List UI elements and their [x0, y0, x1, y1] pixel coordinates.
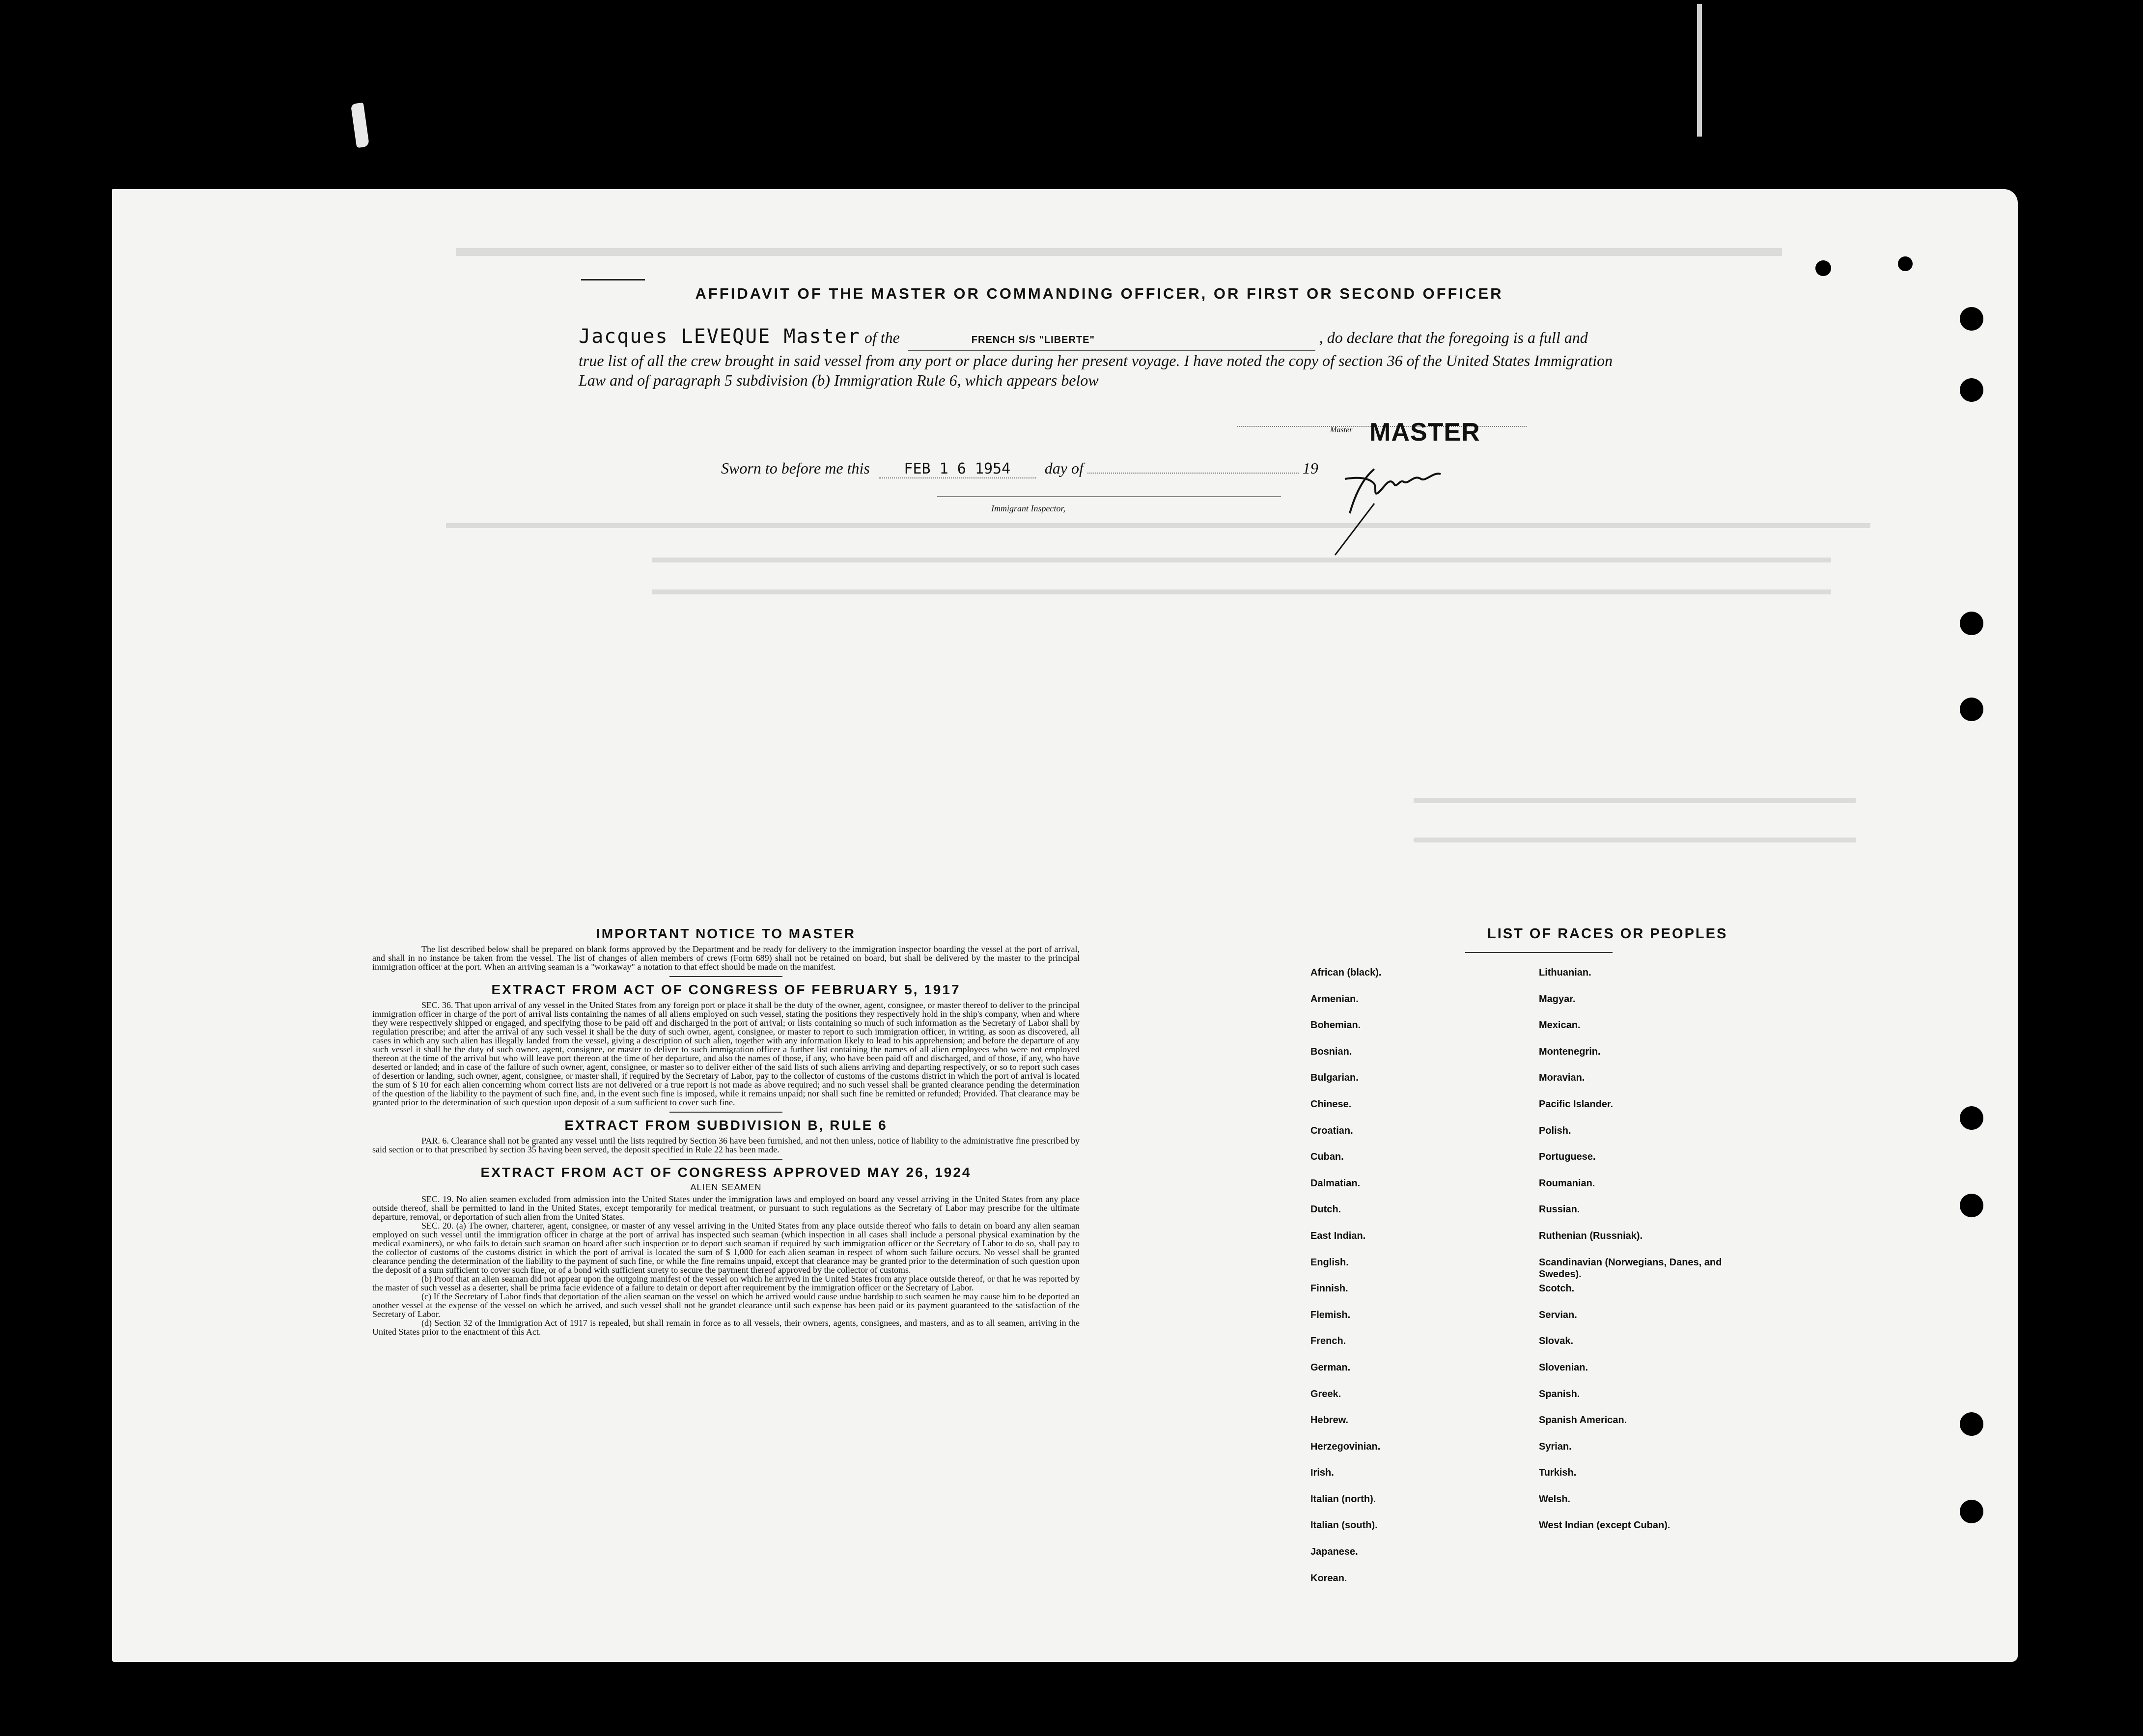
- race-item: Scotch.: [1539, 1283, 1575, 1294]
- punch-hole: [1960, 1194, 1983, 1217]
- vessel-name: FRENCH S/S "LIBERTE": [908, 330, 1315, 351]
- punch-hole: [1960, 307, 1983, 331]
- race-item: Montenegrin.: [1539, 1046, 1601, 1057]
- race-item: Bulgarian.: [1310, 1072, 1359, 1084]
- affidavit-declaration: [579, 327, 1615, 390]
- punch-hole: [1960, 1500, 1983, 1523]
- race-item: Finnish.: [1310, 1283, 1348, 1294]
- sec20c-text: (c) If the Secretary of Labor finds that deportation of the alien seaman on the vessel on which he arrived would cause undue hardship to such seamen he may cause him to be deported an another vessel at the expense of the vessel on which he arrived, and such vessel shall not be grandet clearance until such expense has been paid or its payment guaranteed to the satisfaction of the Secretary of Labor.: [372, 1291, 1080, 1319]
- sec19-text: SEC. 19. No alien seamen excluded from admission into the United States under the immigration laws and employed on board any vessel arriving in the United States from any place outside thereof, shall be permitted to land in the United States, except temporarily for medical treatment, or pursuant to such regulations as the Secretary of Labor may prescribe for the ultimate departure, removal, or deportation of such alien from the United States.: [372, 1194, 1080, 1222]
- race-item: Hebrew.: [1310, 1415, 1349, 1426]
- race-item: Spanish.: [1539, 1388, 1580, 1400]
- inspector-caption: Immigrant Inspector,: [991, 504, 1065, 513]
- race-item: East Indian.: [1310, 1230, 1366, 1241]
- race-item: Irish.: [1310, 1467, 1334, 1479]
- race-item: Armenian.: [1310, 993, 1359, 1005]
- punch-hole: [1960, 698, 1983, 721]
- document-page: [112, 189, 2018, 1662]
- extract-rule6-title: EXTRACT FROM SUBDIVISION B, RULE 6: [564, 1118, 888, 1133]
- punch-hole: [1960, 1412, 1983, 1436]
- bleed-through: [1414, 838, 1856, 842]
- race-item: Russian.: [1539, 1204, 1580, 1215]
- race-item: Bohemian.: [1310, 1020, 1361, 1031]
- sec20a-text: SEC. 20. (a) The owner, charterer, agent, consignee, or master of any vessel arriving in the United States from any place outside thereof who fails to detain on board any alien seaman employed on such vessel until the immigration officer in charge at the port of arrival has inspected such seaman (which inspection in all cases shall include a personal physical examination by the medical examiners), or who fails to detain such seaman on board after such inspection or to deport such seaman if required by such immigration officer or the Secretary of Labor to do so, shall pay to the collector of customs of the customs district in which the port of arrival is located the sum of $ 1,000 for each alien seaman in respect of whom such failure occurs. No vessel shall be granted clearance pending the determination of the liability to the payment of such fine, or while the fine remains unpaid, except that clearance may be granted prior to the determination of such question upon the deposit of a sum sufficient to cover such fine, or of a bond with sufficient surety to secure the payment thereof approved by the collector of customs.: [372, 1221, 1080, 1275]
- sec20b-text: (b) Proof that an alien seaman did not appear upon the outgoing manifest of the vessel on which he arrived in the United States from any place outside thereof, or that he was reported by the master of such vessel as a deserter, shall be prima facie evidence of a failure to detain or deport after requirement by the immigration officer or the Secretary of Labor.: [372, 1274, 1080, 1292]
- race-item: English.: [1310, 1257, 1349, 1268]
- bleed-through: [1414, 798, 1856, 803]
- sec20d-text: (d) Section 32 of the Immigration Act of 1917 is repealed, but shall remain in force as to all vessels, their owners, agents, consignees, and masters, and as to all seamen, arriving in the United States prior to the enactment of this Act.: [372, 1318, 1080, 1337]
- title-rule: [581, 279, 645, 280]
- race-item: Chinese.: [1310, 1098, 1352, 1110]
- race-item: Flemish.: [1310, 1309, 1351, 1320]
- race-item: Scandinavian (Norwegians, Danes, and Swedes).: [1539, 1257, 1722, 1280]
- month-blank: [1087, 473, 1299, 474]
- race-item: Pacific Islander.: [1539, 1098, 1614, 1110]
- extract-rule6-text: PAR. 6. Clearance shall not be granted any vessel until the lists required by Section 36 have been furnished, and not then unless, notice of liability to the administrative fine prescribed by said section or to that prescribed by section 35 having been served, the deposit specified in Rule 22 has been made.: [372, 1136, 1080, 1154]
- race-item: Italian (north).: [1310, 1493, 1376, 1505]
- notice-column: [372, 926, 1080, 1336]
- declare-label: , do declare: [1319, 329, 1393, 346]
- bleed-through: [456, 248, 1782, 256]
- race-item: African (black).: [1310, 967, 1382, 978]
- race-item: German.: [1310, 1362, 1351, 1373]
- race-item: Greek.: [1310, 1388, 1341, 1400]
- race-item: Italian (south).: [1310, 1520, 1378, 1531]
- year-label: 19: [1302, 459, 1318, 477]
- punch-hole: [1960, 1106, 1983, 1130]
- sworn-prefix: Sworn to before me this: [721, 459, 870, 477]
- notice-text: The list described below shall be prepared on blank forms approved by the Department and be ready for delivery to the immigration inspector boarding the vessel at the port of arrival, and shall in no instance be taken from the vessel. The list of changes of alien members of crews (Form 689) shall not be retained on board, but shall be delivered by the master to the principal immigration officer at the port. When an arriving seaman is a "workaway" a notation to that effect should be made on the manifest.: [372, 944, 1080, 972]
- alien-seamen-subtitle: ALIEN SEAMEN: [690, 1182, 762, 1192]
- notice-title: IMPORTANT NOTICE TO MASTER: [596, 926, 856, 941]
- sworn-line: [721, 459, 1318, 478]
- race-item: Mexican.: [1539, 1020, 1581, 1031]
- race-item: Bosnian.: [1310, 1046, 1352, 1057]
- bleed-through: [652, 589, 1831, 594]
- master-stamp: MASTER: [1369, 418, 1480, 447]
- races-list-right: [1539, 967, 1755, 1546]
- signature-caption: Master: [1330, 426, 1353, 434]
- declaration-text: that the foregoing is a full and true list of all the crew brought in said vessel from any port or place during her present voyage. I have noted the copy of section 36 of the United States Immigration Law and of paragraph 5 subdivision (b) Immigration Rule 6, which appears below: [579, 329, 1613, 389]
- bleed-through: [652, 558, 1831, 562]
- punch-hole: [1815, 260, 1831, 276]
- section-rule: [669, 1159, 782, 1160]
- race-item: Dutch.: [1310, 1204, 1341, 1215]
- punch-hole: [1960, 612, 1983, 635]
- race-item: Korean.: [1310, 1572, 1347, 1584]
- race-item: West Indian (except Cuban).: [1539, 1520, 1670, 1531]
- punch-hole: [1960, 378, 1983, 402]
- sworn-date-stamp: FEB 1 6 1954: [879, 460, 1036, 478]
- race-item: Ruthenian (Russniak).: [1539, 1230, 1643, 1241]
- day-of-label: day of: [1044, 459, 1084, 477]
- race-item: Croatian.: [1310, 1125, 1353, 1136]
- race-item: Magyar.: [1539, 993, 1576, 1005]
- punch-hole: [1898, 256, 1913, 271]
- race-item: Slovak.: [1539, 1336, 1574, 1347]
- race-item: Syrian.: [1539, 1441, 1572, 1452]
- race-item: Herzegovinian.: [1310, 1441, 1381, 1452]
- race-item: Dalmatian.: [1310, 1177, 1361, 1189]
- race-item: Slovenian.: [1539, 1362, 1588, 1373]
- race-item: Japanese.: [1310, 1546, 1358, 1558]
- master-name: Jacques LEVEQUE Master: [579, 325, 861, 348]
- extract-1917-title: EXTRACT FROM ACT OF CONGRESS OF FEBRUARY 5, 1917: [491, 982, 961, 997]
- scan-artifact: [1697, 4, 1702, 137]
- section-rule: [669, 976, 782, 977]
- section-rule: [669, 1112, 782, 1113]
- bleed-through: [446, 523, 1870, 528]
- race-item: Cuban.: [1310, 1151, 1344, 1163]
- inspector-signature-line: [937, 496, 1281, 497]
- race-item: Portuguese.: [1539, 1151, 1596, 1163]
- races-list-left: [1310, 967, 1517, 1598]
- scan-artifact: [351, 103, 369, 148]
- races-title: LIST OF RACES OR PEOPLES: [1487, 926, 1728, 942]
- race-item: French.: [1310, 1336, 1346, 1347]
- race-item: Polish.: [1539, 1125, 1571, 1136]
- race-item: Spanish American.: [1539, 1415, 1627, 1426]
- race-item: Lithuanian.: [1539, 967, 1591, 978]
- race-item: Roumanian.: [1539, 1177, 1595, 1189]
- handwritten-signature: [1315, 449, 1463, 562]
- race-item: Moravian.: [1539, 1072, 1585, 1084]
- extract-1917-text: SEC. 36. That upon arrival of any vessel in the United States from any foreign port or place it shall be the duty of the owner, agent, consignee, or master thereof to deliver to the principal immigration officer in charge of the port of arrival lists containing the names of all aliens employed on such vessel, stating the positions they respectively hold in the ship's company, when and where they were respectively shipped or engaged, and specifying those to be paid off and discharged in the port of arrival; or lists containing so much of such information as the Secretary of Labor shall by regulation prescribe; and after the arrival of any such vessel it shall be the duty of such owner, agent, consignee, or master to report to such immigration officer, in writing, as soon as discovered, all cases in which any such alien has illegally landed from the vessel, giving a description of such alien, together with any information likely to lead to his apprehension; and before the departure of any such vessel it shall be the duty of such owner, agent, consignee, or master to deliver to such immigration officer a further list containing the names of all alien employees who were not employed thereon at the time of the arrival but who will leave port thereon at the time of her departure, and also the names of those, if any, who have been paid off and discharged, and of those, if any, who have deserted or landed; and in case of the failure of such owner, agent, consignee, or master so to deliver either of the said lists of such aliens arriving and departing respectively, or so to report such cases of desertion or landing, such owner, agent, consignee, or master shall, if required by the Secretary of Labor, pay to the collector of customs of the customs district in which the port of arrival is located the sum of $ 10 for each alien concerning whom correct lists are not delivered or a true report is not made as above required; and no such vessel shall be granted clearance pending the determination of the question of the liability to the payment of such fine, and, in the event such fine is imposed, while it remains unpaid; nor shall such fine be remitted or refunded; Provided. That clearance may be granted prior to the determination of such question upon deposit of a sum sufficient to cover such fine.: [372, 1000, 1080, 1107]
- race-item: Servian.: [1539, 1309, 1577, 1320]
- races-rule: [1465, 952, 1613, 953]
- race-item: Turkish.: [1539, 1467, 1577, 1479]
- affidavit-title: AFFIDAVIT OF THE MASTER OR COMMANDING OFFICER, OR FIRST OR SECOND OFFICER: [695, 285, 1503, 302]
- race-item: Welsh.: [1539, 1493, 1571, 1505]
- of-the-label: of the: [864, 329, 900, 346]
- extract-1924-title: EXTRACT FROM ACT OF CONGRESS APPROVED MAY 26, 1924: [480, 1165, 972, 1180]
